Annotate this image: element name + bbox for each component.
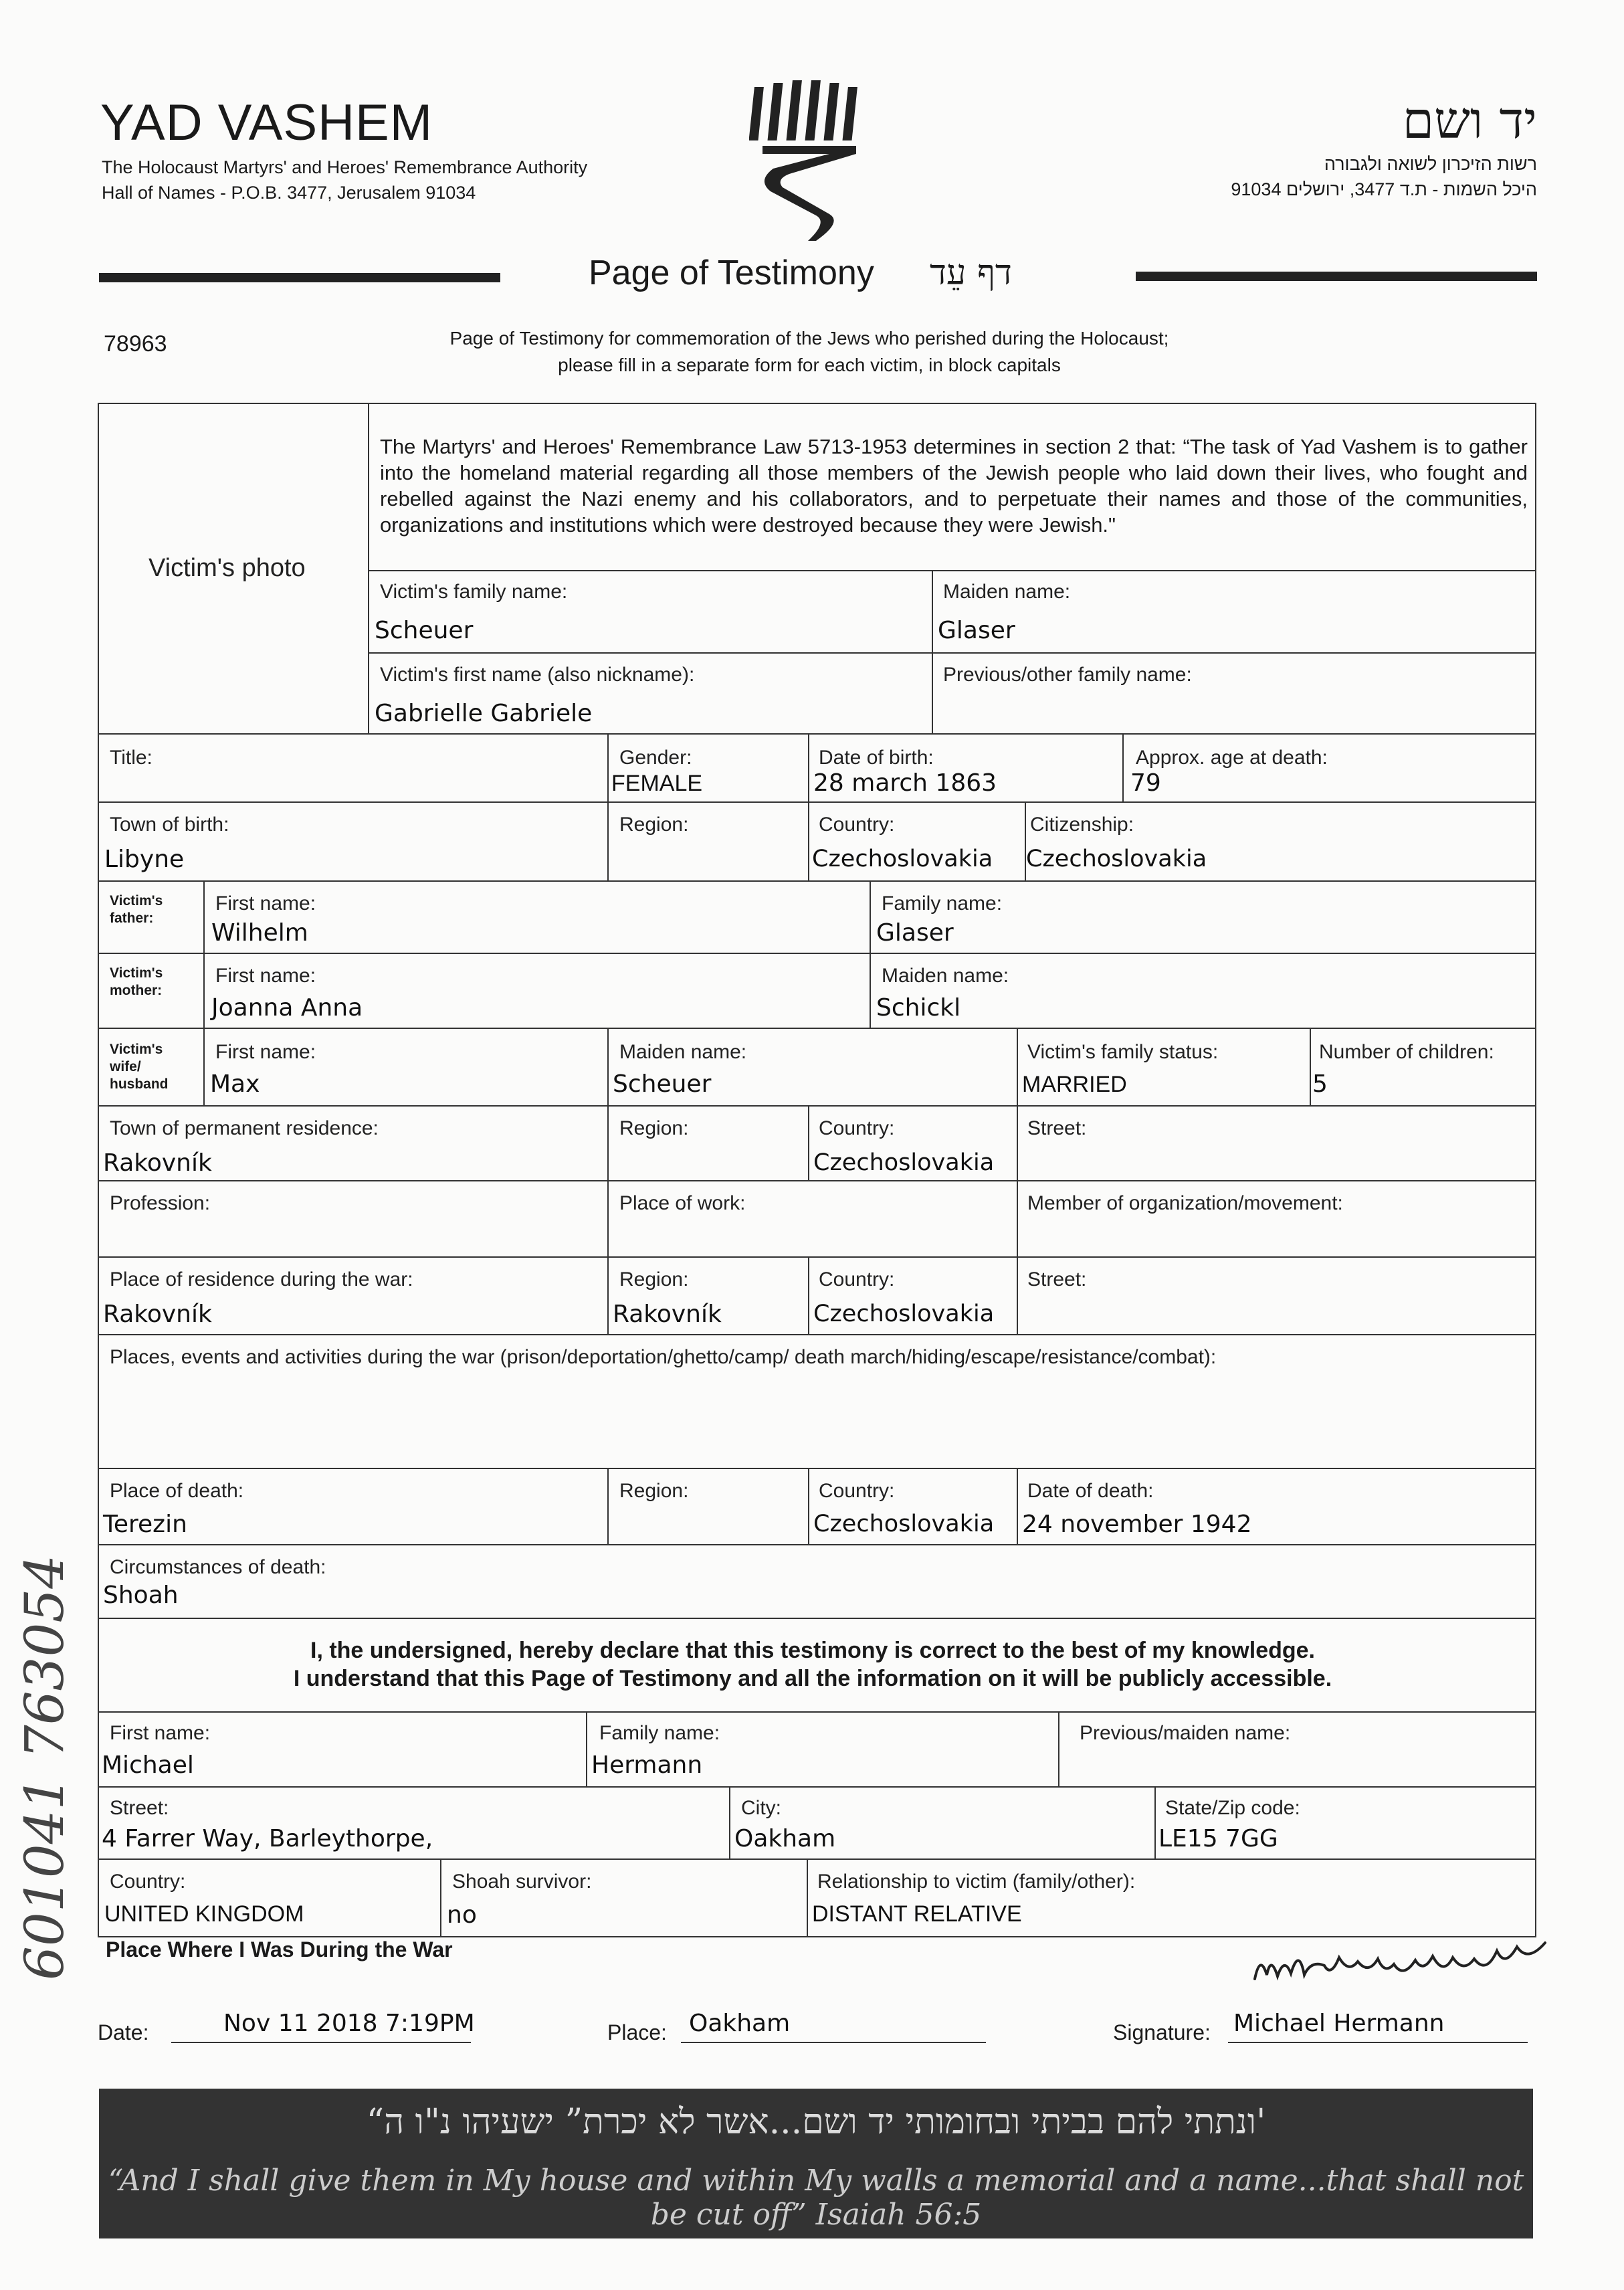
org-name-he: יד ושם <box>1402 90 1537 150</box>
date-value: Nov 11 2018 7:19PM <box>223 2010 475 2037</box>
war-residence-label: Place of residence during the war: <box>110 1268 413 1291</box>
death-circumstances-value: Shoah <box>103 1582 179 1609</box>
submitter-zip-value: LE15 7GG <box>1158 1825 1278 1852</box>
residence-street-cell <box>1017 1105 1536 1181</box>
birth-country-value: Czechoslovakia <box>812 846 993 872</box>
death-country-value: Czechoslovakia <box>813 1511 995 1537</box>
family-name-label: Victim's family name: <box>380 581 568 603</box>
relationship-label: Relationship to victim (family/other): <box>817 1871 1136 1893</box>
town-birth-label: Town of birth: <box>110 814 229 836</box>
place-label: Place: <box>607 2020 667 2044</box>
maiden-name-label: Maiden name: <box>943 581 1071 603</box>
hall-address-he: היכל השמות - ת.ד 3477, ירושלים 91034 <box>1231 179 1537 199</box>
residence-town-label: Town of permanent residence: <box>110 1117 379 1139</box>
quote-english: “And I shall give them in My house and within My walls a memorial and a name...that shall not be cut off” Isaiah 56:5 <box>108 2164 1524 2232</box>
submitter-country-value: UNITED KINGDOM <box>104 1901 304 1927</box>
photo-label: Victim's photo <box>148 554 306 582</box>
date-label: Date: <box>98 2020 149 2044</box>
submitter-street-label: Street: <box>110 1797 169 1819</box>
declaration-line-1: I, the undersigned, hereby declare that this testimony is correct to the best of my knowledge. <box>310 1638 1315 1663</box>
age-label: Approx. age at death: <box>1136 747 1328 769</box>
spouse-first-value: Max <box>210 1070 260 1098</box>
spouse-maiden-label: Maiden name: <box>619 1041 747 1063</box>
mother-first-value: Joanna Anna <box>211 994 363 1022</box>
submitter-city-label: City: <box>741 1797 781 1819</box>
place-value: Oakham <box>689 2010 791 2037</box>
death-date-value: 24 november 1942 <box>1022 1511 1252 1538</box>
quote-hebrew: “ונתתי להם בביתי ובחומותי יד ושם...אשר לא יכרת” ישעיהו נ"ו ה' <box>366 2102 1266 2142</box>
spouse-side-label: Victim's wife/ husband <box>110 1042 169 1092</box>
submitter-country-label: Country: <box>110 1871 186 1893</box>
spouse-first-label: First name: <box>215 1041 316 1063</box>
war-residence-value: Rakovník <box>103 1301 212 1328</box>
mother-first-label: First name: <box>215 965 316 987</box>
mother-maiden-value: Schickl <box>876 994 961 1022</box>
family-name-value: Scheuer <box>375 617 474 644</box>
children-cell <box>1310 1028 1536 1107</box>
form-title-he: דף עֵד <box>930 253 1012 293</box>
handwritten-signature <box>1251 1927 1558 2000</box>
father-side-label: Victim's father: <box>110 893 163 926</box>
mother-side-label: Victim's mother: <box>110 965 163 998</box>
war-street-label: Street: <box>1027 1268 1087 1291</box>
family-status-label: Victim's family status: <box>1027 1041 1219 1063</box>
signature-line <box>1228 2042 1528 2043</box>
war-country-value: Czechoslovakia <box>813 1301 995 1327</box>
quote-banner <box>99 2089 1533 2238</box>
first-name-label: Victim's first name (also nickname): <box>380 664 695 686</box>
dob-label: Date of birth: <box>819 747 934 769</box>
residence-country-label: Country: <box>819 1117 895 1139</box>
father-first-value: Wilhelm <box>211 919 308 947</box>
submitter-first-value: Michael <box>102 1751 194 1779</box>
profession-label: Profession: <box>110 1192 211 1214</box>
death-circumstances-cell <box>98 1544 1536 1619</box>
title-cell <box>98 733 609 803</box>
dob-value: 28 march 1863 <box>813 769 997 797</box>
residence-country-value: Czechoslovakia <box>813 1149 995 1176</box>
intro-line-1: Page of Testimony for commemoration of the Jews who perished during the Holocaust; <box>449 328 1169 349</box>
prev-name-label: Previous/other family name: <box>943 664 1192 686</box>
place-of-work-label: Place of work: <box>619 1192 746 1214</box>
submitter-zip-label: State/Zip code: <box>1165 1797 1300 1819</box>
death-date-label: Date of death: <box>1027 1480 1154 1502</box>
mother-maiden-label: Maiden name: <box>882 965 1009 987</box>
father-family-cell <box>870 880 1536 954</box>
submitter-first-label: First name: <box>110 1722 211 1744</box>
death-place-value: Terezin <box>103 1511 187 1538</box>
age-value: 79 <box>1130 769 1161 797</box>
maiden-name-value: Glaser <box>938 617 1015 644</box>
birth-region-label: Region: <box>619 814 689 836</box>
gender-label: Gender: <box>619 747 692 769</box>
war-region-label: Region: <box>619 1268 689 1291</box>
header-rule-left <box>99 273 500 282</box>
submitter-prev-label: Previous/maiden name: <box>1080 1722 1291 1744</box>
spouse-maiden-value: Scheuer <box>613 1070 712 1098</box>
margin-archive-number: 601041 763054 <box>13 1554 76 1980</box>
residence-street-label: Street: <box>1027 1117 1087 1139</box>
form-title: Page of Testimony <box>589 254 874 292</box>
submitter-city-value: Oakham <box>734 1825 836 1852</box>
header-rule-right <box>1136 272 1537 281</box>
war-region-value: Rakovník <box>613 1301 722 1328</box>
citizenship-label: Citizenship: <box>1030 814 1134 836</box>
citizenship-value: Czechoslovakia <box>1026 846 1207 872</box>
date-line <box>171 2042 471 2043</box>
father-family-label: Family name: <box>882 892 1003 915</box>
war-events-label: Places, events and activities during the war (prison/deportation/ghetto/camp/ death march/hiding/escape/resistance/combat): <box>110 1346 1217 1368</box>
death-region-label: Region: <box>619 1480 689 1502</box>
father-first-label: First name: <box>215 892 316 915</box>
place-during-war-label: Place Where I Was During the War <box>106 1937 453 1962</box>
birth-country-label: Country: <box>819 814 895 836</box>
war-street-cell <box>1017 1256 1536 1335</box>
declaration-line-2: I understand that this Page of Testimony and all the information on it will be publicly accessible. <box>293 1666 1332 1691</box>
title-label: Title: <box>110 747 153 769</box>
submitter-family-label: Family name: <box>599 1722 720 1744</box>
intro-line-2: please fill in a separate form for each victim, in block capitals <box>558 355 1061 375</box>
spouse-first-cell <box>203 1028 609 1107</box>
family-status-value: MARRIED <box>1022 1072 1127 1097</box>
organization-label: Member of organization/movement: <box>1027 1192 1343 1214</box>
submitter-family-value: Hermann <box>591 1751 703 1779</box>
signature-label: Signature: <box>1113 2020 1211 2044</box>
death-country-label: Country: <box>819 1480 895 1502</box>
death-place-label: Place of death: <box>110 1480 244 1502</box>
survivor-value: no <box>447 1901 477 1929</box>
law-text: The Martyrs' and Heroes' Remembrance Law 5713-1953 determines in section 2 that: “The task of Yad Vashem is to gather into the homeland material regarding all those members of the Jewish people who laid down their lives, who fought and rebelled against the Nazi enemy and his collaborators, and to perpetuate their names and those of the communities, organizations and institutions which were destroyed because they were Jewish." <box>380 435 1528 537</box>
first-name-value: Gabrielle Gabriele <box>375 700 593 727</box>
residence-town-value: Rakovník <box>103 1149 212 1177</box>
town-birth-value: Libyne <box>104 846 185 873</box>
submitter-street-value: 4 Farrer Way, Barleythorpe, <box>102 1825 433 1852</box>
document-number: 78963 <box>104 331 167 357</box>
authority-he: רשות הזיכרון לשואה ולגבורה <box>1324 154 1537 174</box>
authority-en: The Holocaust Martyrs' and Heroes' Remembrance Authority <box>102 157 588 177</box>
signature-value: Michael Hermann <box>1233 2010 1445 2037</box>
hall-address-en: Hall of Names - P.O.B. 3477, Jerusalem 91034 <box>102 183 476 203</box>
place-line <box>681 2042 986 2043</box>
father-family-value: Glaser <box>876 919 954 947</box>
war-country-label: Country: <box>819 1268 895 1291</box>
survivor-label: Shoah survivor: <box>452 1871 592 1893</box>
gender-value: FEMALE <box>611 771 703 796</box>
children-value: 5 <box>1312 1070 1328 1098</box>
children-label: Number of children: <box>1319 1041 1494 1063</box>
relationship-value: DISTANT RELATIVE <box>812 1901 1022 1927</box>
menorah-logo <box>749 74 870 248</box>
residence-region-label: Region: <box>619 1117 689 1139</box>
death-circumstances-label: Circumstances of death: <box>110 1556 326 1578</box>
org-name-en: YAD VASHEM <box>100 94 433 151</box>
